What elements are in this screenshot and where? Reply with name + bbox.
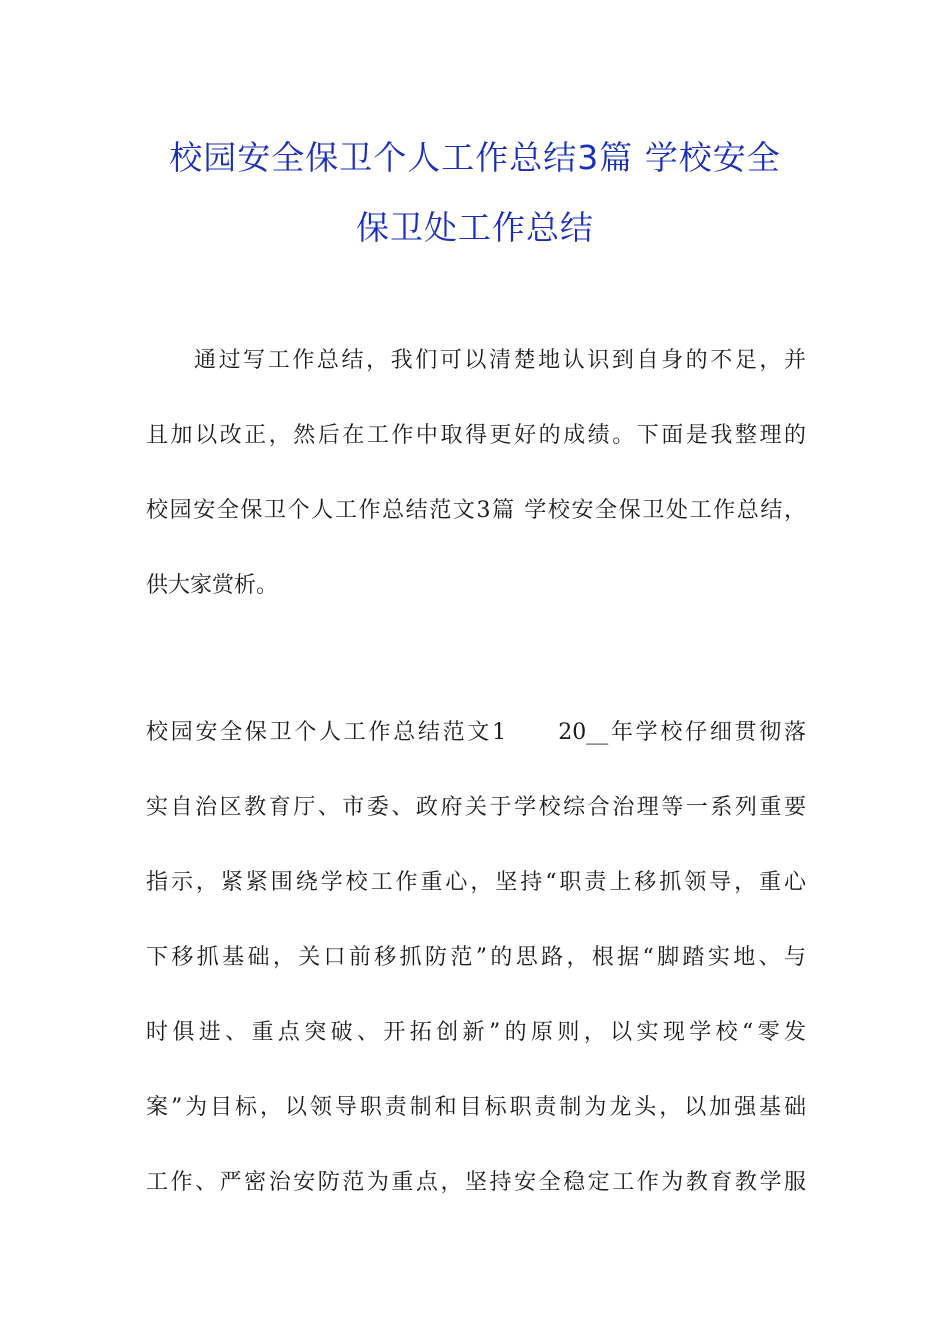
- body-line-4: 下移抓基础，关口前移抓防范”的思路，根据“脚踏实地、与: [146, 945, 806, 970]
- document-title-line-2: 保卫处工作总结: [356, 208, 594, 247]
- body-line-7: 工作、严密治安防范为重点，坚持安全稳定工作为教育教学服: [146, 1170, 806, 1195]
- body-line-3: 指示，紧紧围绕学校工作重心，坚持“职责上移抓领导，重心: [146, 870, 806, 895]
- body-line-6: 案”为目标，以领导职责制和目标职责制为龙头，以加强基础: [146, 1095, 806, 1120]
- body-line-1: 校园安全保卫个人工作总结范文1 20__年学校仔细贯彻落: [146, 720, 806, 745]
- intro-line-4: 供大家赏析。: [146, 573, 279, 598]
- intro-line-2: 且加以改正，然后在工作中取得更好的成绩。下面是我整理的: [146, 423, 806, 448]
- body-line-5: 时俱进、重点突破、开拓创新”的原则，以实现学校“零发: [146, 1020, 806, 1045]
- body-line-2: 实自治区教育厅、市委、政府关于学校综合治理等一系列重要: [146, 795, 806, 820]
- intro-line-3: 校园安全保卫个人工作总结范文3篇 学校安全保卫处工作总结，: [146, 498, 806, 523]
- intro-line-1: 通过写工作总结，我们可以清楚地认识到自身的不足，并: [194, 348, 806, 373]
- document-title-line-1: 校园安全保卫个人工作总结3篇 学校安全: [169, 138, 781, 177]
